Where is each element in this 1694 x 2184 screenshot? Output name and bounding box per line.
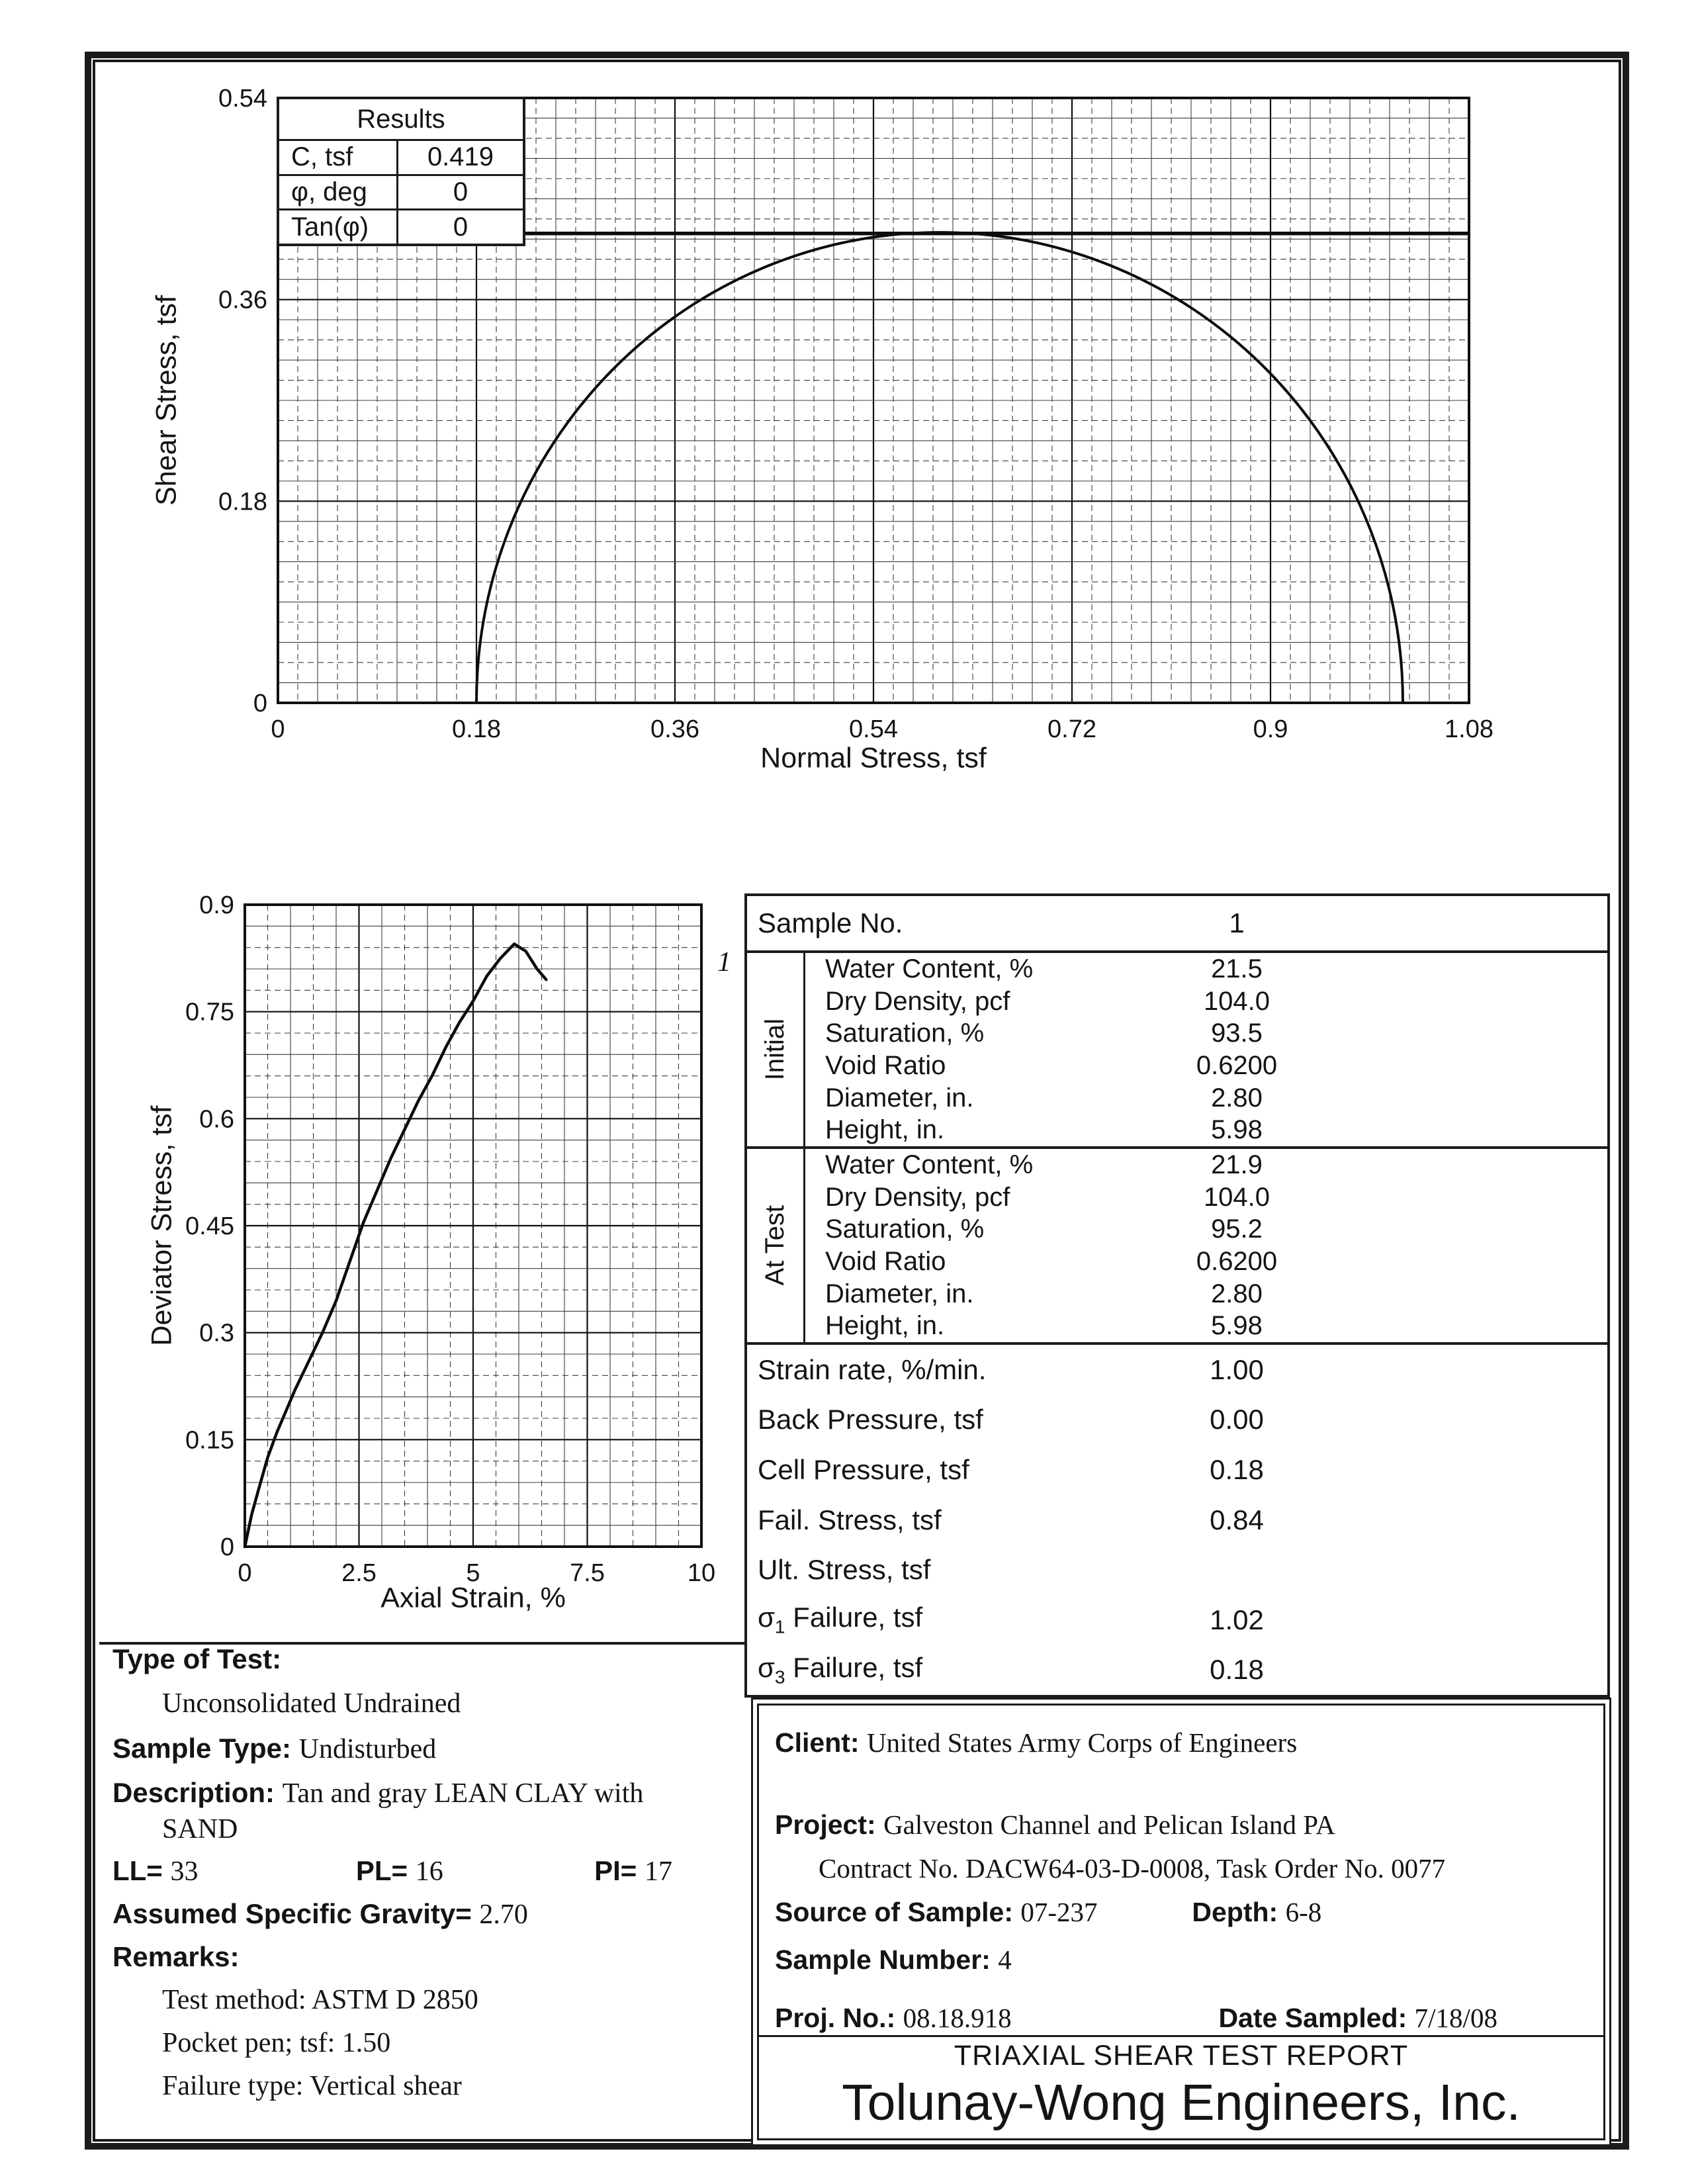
ll-value: 33 [170,1856,199,1887]
svg-text:0.36: 0.36 [650,715,699,743]
sample-type-value: Undisturbed [298,1734,437,1764]
sample-no-label: Sample No. [758,907,903,938]
proj-no-label: Proj. No.: [775,2003,896,2033]
table-row [805,985,1607,1018]
group-name-cell [747,953,805,1146]
description-value-line1: Tan and gray LEAN CLAY with [282,1778,644,1809]
property-value: 95.2 [1211,1214,1263,1244]
parameter-label: $\sigma_1$ Failure, tsf [758,1602,923,1637]
svg-text:0.9: 0.9 [199,891,234,919]
sample-table-group [747,953,1607,1149]
date-sampled-value: 7/18/08 [1414,2003,1497,2033]
remark-failure-type: Failure type: Vertical shear [162,2071,462,2101]
sample-data-table [744,893,1610,1698]
proj-no-date-row [775,2005,1497,2032]
pi-value: 17 [644,1856,672,1887]
sample-table-groups [747,953,1607,1345]
property-value: 93.5 [1211,1019,1263,1048]
table-row [805,1213,1607,1246]
ll-label: LL= [112,1855,163,1886]
property-value: 21.9 [1211,1150,1263,1179]
svg-text:0.72: 0.72 [1048,715,1096,743]
table-row [747,1545,1607,1595]
sample-number-label: Sample Number: [775,1944,991,1975]
series-label: 1 [717,947,731,978]
mohr-x-axis-label: Normal Stress, tsf [760,742,987,774]
table-row [747,1445,1607,1495]
specific-gravity-value: 2.70 [479,1899,528,1930]
pi-label: PI= [594,1855,637,1886]
proj-no-value: 08.18.918 [903,2003,1012,2033]
company-name: Tolunay-Wong Engineers, Inc. [842,2074,1521,2131]
svg-text:0.18: 0.18 [218,488,267,516]
pl-label: PL= [355,1855,408,1886]
parameter-value: 0.00 [1210,1404,1264,1435]
property-value: 5.98 [1211,1115,1263,1145]
svg-text:5: 5 [466,1559,480,1587]
svg-text:0.6: 0.6 [199,1105,234,1134]
svg-text:0: 0 [253,690,267,717]
property-value: 21.5 [1211,954,1263,983]
ss-x-axis-label: Axial Strain, % [380,1582,566,1614]
ss-y-axis-label: Deviator Stress, tsf [146,1105,178,1346]
table-row [747,1395,1607,1445]
type-of-test-label: Type of Test: [112,1643,282,1674]
svg-text:1.08: 1.08 [1445,715,1493,743]
type-of-test-row [112,1645,281,1673]
report-title: TRIAXIAL SHEAR TEST REPORT [954,2040,1409,2071]
table-row [805,1017,1607,1050]
results-row-value: 0.419 [427,142,494,172]
title-block-divider [759,2035,1603,2037]
results-row [279,141,523,176]
property-label: Diameter, in. [825,1279,974,1308]
property-label: Water Content, % [825,954,1034,983]
table-row [747,1345,1607,1395]
atterberg-limits-row [112,1857,672,1886]
stress-strain-curve [245,944,546,1547]
property-label: Void Ratio [825,1050,946,1080]
client-value: United States Army Corps of Engineers [866,1727,1298,1758]
svg-text:0.54: 0.54 [849,715,898,743]
property-label: Void Ratio [825,1246,946,1276]
sample-table-group [747,1149,1607,1345]
sample-type-label: Sample Type: [112,1733,291,1764]
table-row [805,1278,1607,1310]
project-title-block-inner-border [757,1704,1605,2140]
results-row-label: C, tsf [279,141,398,174]
svg-text:0.54: 0.54 [218,86,267,113]
sample-type-row [112,1735,436,1763]
svg-text:7.5: 7.5 [570,1559,605,1587]
parameter-value: 1.02 [1210,1604,1264,1635]
parameter-value: 1.00 [1210,1353,1264,1385]
type-of-test-value: Unconsolidated Undrained [162,1688,461,1719]
svg-text:0.75: 0.75 [185,998,234,1026]
property-value: 104.0 [1203,1182,1270,1212]
table-row [805,1082,1607,1115]
stress-strain-chart [165,887,761,1628]
sample-number-value: 4 [998,1944,1012,1975]
group-name: Initial [760,1019,789,1081]
table-row [747,1595,1607,1645]
source-of-sample-value: 07-237 [1020,1897,1098,1927]
pl-value: 16 [415,1856,443,1887]
description-label: Description: [112,1777,275,1808]
property-label: Dry Density, pcf [825,1182,1010,1212]
property-label: Saturation, % [825,1019,985,1048]
property-value: 5.98 [1211,1311,1263,1341]
table-row [805,1149,1607,1181]
table-row [805,1246,1607,1278]
svg-text:0.36: 0.36 [218,286,267,314]
project-row [775,1811,1335,1839]
results-row [279,210,523,244]
depth-value: 6-8 [1285,1897,1322,1927]
property-label: Water Content, % [825,1150,1034,1179]
parameter-label: Ult. Stress, tsf [758,1554,931,1586]
description-row [112,1779,643,1807]
table-row [805,1181,1607,1214]
parameter-label: Back Pressure, tsf [758,1404,983,1435]
svg-text:0: 0 [220,1533,234,1561]
client-label: Client: [775,1727,860,1758]
parameter-value: 0.18 [1210,1453,1264,1485]
property-label: Saturation, % [825,1214,985,1244]
project-title-block [751,1698,1611,2146]
group-name: At Test [760,1205,789,1286]
property-label: Height, in. [825,1115,945,1145]
table-row [805,1310,1607,1342]
svg-text:0.15: 0.15 [185,1426,234,1455]
client-row [775,1729,1297,1756]
table-row [805,1114,1607,1146]
property-value: 2.80 [1211,1279,1263,1308]
date-sampled-label: Date Sampled: [1218,2003,1407,2033]
source-depth-row [775,1899,1321,1926]
property-value: 2.80 [1211,1083,1263,1113]
group-name-cell [747,1149,805,1342]
property-value: 0.6200 [1196,1050,1278,1080]
parameter-label: Fail. Stress, tsf [758,1504,942,1535]
results-table-rows [279,141,523,244]
remark-test-method: Test method: ASTM D 2850 [162,1985,478,2015]
svg-text:0.45: 0.45 [185,1212,234,1240]
group-rows [805,953,1607,1146]
sample-no-value: 1 [1229,907,1245,938]
group-rows [805,1149,1607,1342]
remarks-label: Remarks: [112,1941,240,1972]
svg-text:0: 0 [271,715,285,743]
depth-label: Depth: [1192,1897,1278,1927]
results-row [279,176,523,211]
svg-text:2.5: 2.5 [341,1559,377,1587]
results-row-value: 0 [453,212,468,242]
specific-gravity-label: Assumed Specific Gravity= [112,1898,472,1929]
parameter-value: 0.18 [1210,1654,1264,1686]
table-row [747,1495,1607,1545]
specific-gravity-row [112,1900,528,1929]
parameter-value: 0.84 [1210,1504,1264,1535]
description-value-line2: SAND [162,1814,238,1844]
contract-row: Contract No. DACW64-03-D-0008, Task Order No. 0077 [819,1853,1446,1884]
table-row [805,1050,1607,1082]
sample-table-params [747,1345,1607,1695]
svg-text:0.18: 0.18 [452,715,501,743]
remarks-row [112,1943,239,1971]
source-of-sample-label: Source of Sample: [775,1897,1013,1927]
svg-text:0: 0 [238,1559,252,1587]
results-row-label: Tan(φ) [279,210,398,244]
results-table [277,97,525,246]
property-value: 0.6200 [1196,1246,1278,1276]
mohr-y-axis-label: Shear Stress, tsf [150,295,183,506]
parameter-label: Strain rate, %/min. [758,1353,987,1385]
results-row-label: φ, deg [279,176,398,209]
project-value: Galveston Channel and Pelican Island PA [883,1809,1335,1840]
sample-number-row [775,1946,1012,1974]
table-row [747,1645,1607,1695]
svg-text:0.9: 0.9 [1253,715,1288,743]
property-label: Diameter, in. [825,1083,974,1113]
sample-no-row [747,896,1607,953]
svg-text:0.3: 0.3 [199,1319,234,1347]
project-label: Project: [775,1809,876,1840]
property-label: Height, in. [825,1311,945,1341]
results-row-value: 0 [453,177,468,206]
svg-text:10: 10 [687,1559,716,1587]
parameter-label: Cell Pressure, tsf [758,1453,969,1485]
property-label: Dry Density, pcf [825,986,1010,1016]
remark-pocket-pen: Pocket pen; tsf: 1.50 [162,2028,391,2058]
property-value: 104.0 [1203,986,1270,1016]
results-table-header: Results [279,99,523,141]
parameter-label: $\sigma_3$ Failure, tsf [758,1652,923,1688]
table-row [805,953,1607,985]
